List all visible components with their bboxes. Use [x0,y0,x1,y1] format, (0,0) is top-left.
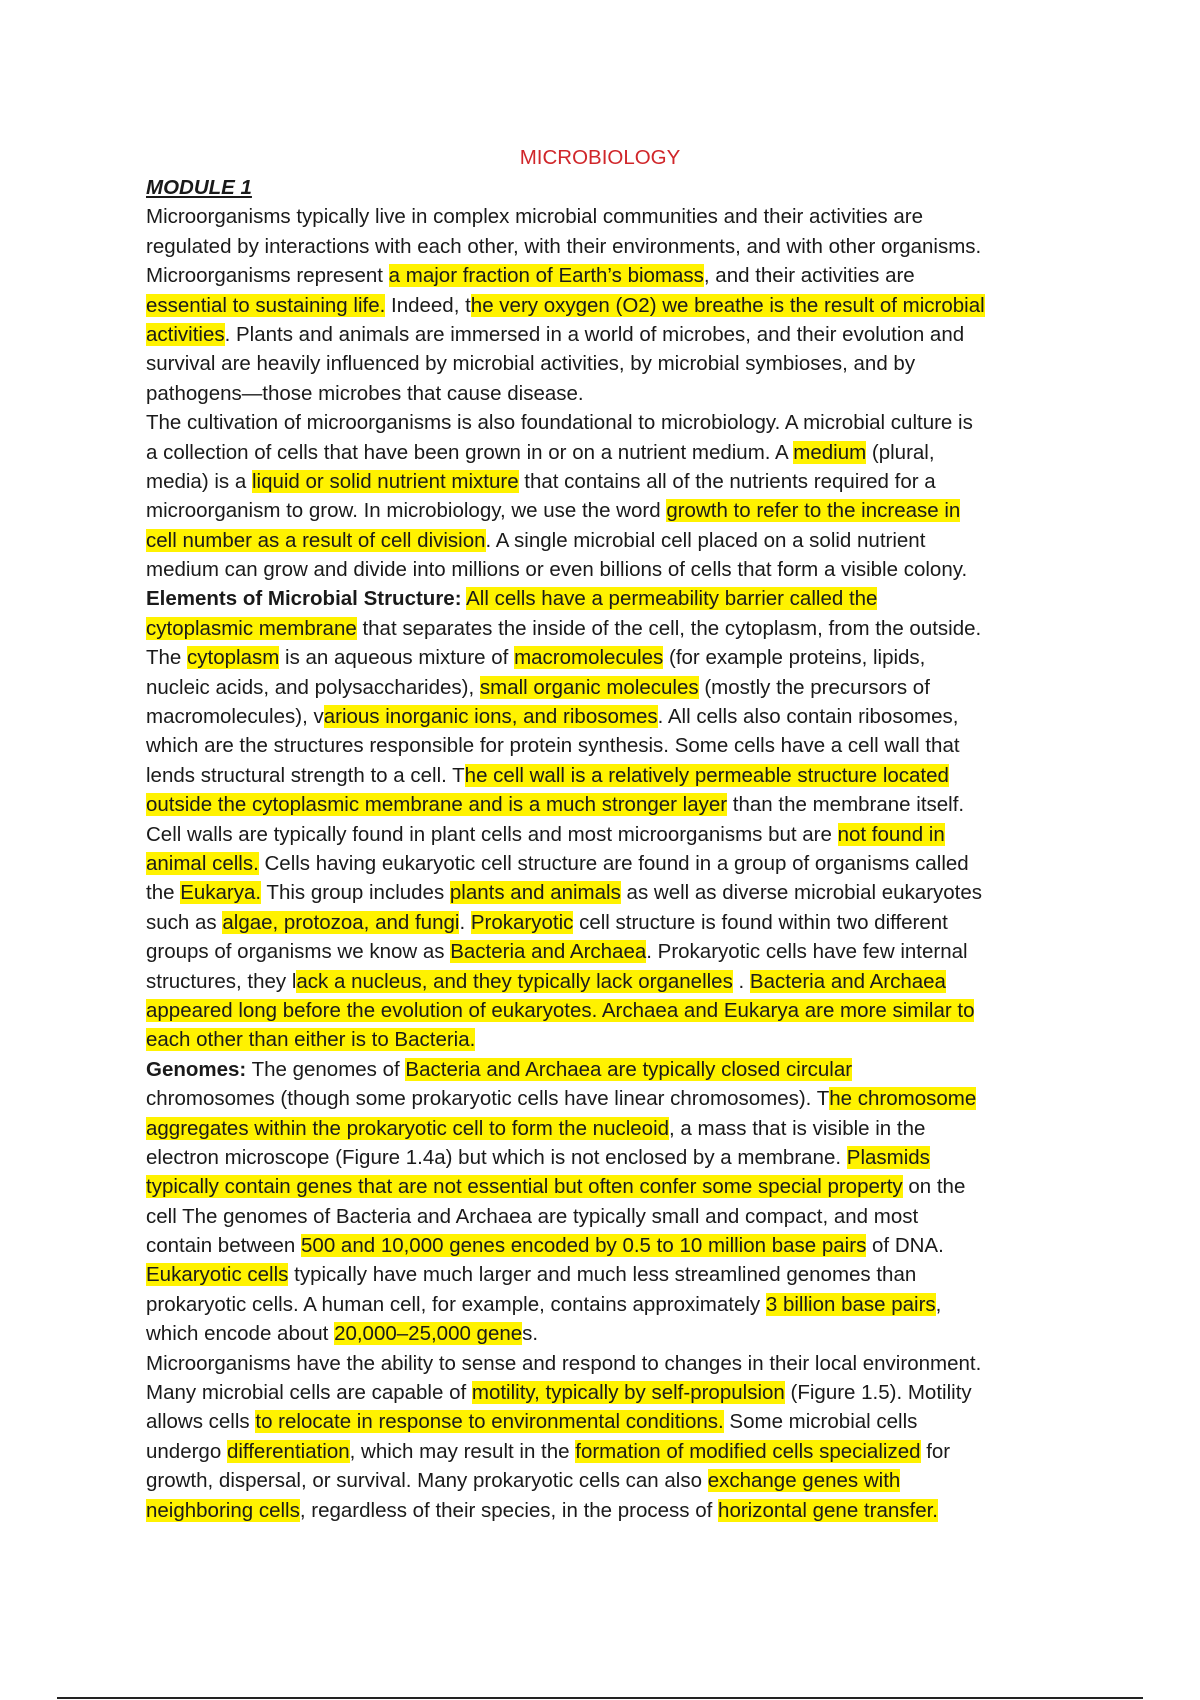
text-segment: s. [522,1322,539,1346]
highlighted-text: aggregates within the prokaryotic cell to form the nucleoid [146,1116,670,1140]
text-line [146,1084,1066,1113]
text-segment: The genomes of [246,1057,406,1081]
text-line [146,584,1066,613]
text-segment: for [920,1439,951,1463]
text-segment: medium can grow and divide into millions or even billions of cells that form a visible colony. [146,558,968,582]
footer-rule [57,1697,1143,1699]
text-segment: Cells having eukaryotic cell structure are found in a group of organisms called [258,851,969,875]
text-segment: , a mass that is visible in the [669,1116,926,1140]
highlighted-text: outside the cytoplasmic membrane and is a much stronger layer [146,793,728,817]
text-segment: (Figure 1.5). Motility [784,1381,972,1405]
text-line [146,1378,1066,1407]
text-line [146,820,1066,849]
highlighted-text: he chromosome [829,1087,977,1111]
text-line [146,673,1066,702]
text-line [146,467,1066,496]
text-segment: , regardless of their species, in the process of [299,1498,719,1522]
text-line [146,1143,1066,1172]
highlighted-text: each other than either is to Bacteria. [146,1028,476,1052]
text-line [146,996,1066,1025]
text-segment: (for example proteins, lipids, [663,646,926,670]
text-segment: as well as diverse microbial eukaryotes [620,881,983,905]
text-line [146,1260,1066,1289]
text-segment: Microorganisms typically live in complex microbial communities and their activities are [146,205,923,229]
text-segment: prokaryotic cells. A human cell, for example, contains approximately [146,1292,766,1316]
highlighted-text: exchange genes with [707,1469,901,1493]
text-line [146,1349,1066,1378]
text-line [146,1407,1066,1436]
text-segment: than the membrane itself. [727,793,965,817]
text-segment: growth, dispersal, or survival. Many prokaryotic cells can also [146,1469,708,1493]
highlighted-text: not found in [837,822,945,846]
highlighted-text: Bacteria and Archaea [450,940,647,964]
highlighted-text: cytoplasmic membrane [146,616,357,640]
text-line [146,1025,1066,1054]
text-line [146,320,1066,349]
text-line [146,1290,1066,1319]
module-heading-line [146,173,1066,202]
highlighted-text: cytoplasm [187,646,280,670]
text-line [146,937,1066,966]
text-line [146,496,1066,525]
text-line [146,878,1066,907]
text-segment: The [146,646,188,670]
highlighted-text: ack a nucleus, and they typically lack organelles [296,969,733,993]
text-segment: allows cells [146,1410,256,1434]
highlighted-text: motility, typically by self-propulsion [471,1381,785,1405]
text-segment: undergo [146,1439,227,1463]
text-line [146,232,1066,261]
text-segment: . [459,910,471,934]
text-segment: Many microbial cells are capable of [146,1381,472,1405]
text-segment: Microorganisms represent [146,264,389,288]
text-segment: Some microbial cells [723,1410,918,1434]
text-segment: Indeed, t [385,293,471,317]
text-segment: survival are heavily influenced by microbial activities, by microbial symbioses, and by [146,352,916,376]
text-line [146,1055,1066,1084]
highlighted-text: activities [146,322,225,346]
text-segment: of DNA. [866,1234,944,1258]
text-segment: regulated by interactions with each other, with their environments, and with other organisms. [146,234,982,258]
text-line [146,1319,1066,1348]
section-heading: Elements of Microbial Structure: [146,587,462,611]
text-segment: . A single microbial cell placed on a solid nutrient [485,528,926,552]
highlighted-text: macromolecules [514,646,664,670]
text-segment: electron microscope (Figure 1.4a) but which is not enclosed by a membrane. [146,1145,847,1169]
highlighted-text: Prokaryotic [470,910,574,934]
text-line [146,1466,1066,1495]
text-segment: is an aqueous mixture of [279,646,515,670]
highlighted-text: essential to sustaining life. [146,293,386,317]
text-line [146,379,1066,408]
highlighted-text: a major fraction of Earth’s biomass [388,264,704,288]
text-line [146,438,1066,467]
highlighted-text: growth to refer to the increase in [666,499,961,523]
highlighted-text: liquid or solid nutrient mixture [251,469,519,493]
text-segment: . Prokaryotic cells have few internal [646,940,968,964]
text-line [146,614,1066,643]
text-line [146,1496,1066,1525]
text-line [146,291,1066,320]
highlighted-text: algae, protozoa, and fungi [222,910,460,934]
text-line [146,790,1066,819]
text-segment: Microorganisms have the ability to sense and respond to changes in their local environment. [146,1351,982,1375]
text-segment: the [146,881,181,905]
text-segment: The cultivation of microorganisms is also foundational to microbiology. A microbial culture is [146,411,973,435]
highlighted-text: differentiation [226,1439,350,1463]
text-line [146,1114,1066,1143]
text-line [146,1172,1066,1201]
text-segment: which are the structures responsible for protein synthesis. Some cells have a cell wall that [146,734,960,758]
text-line [146,526,1066,555]
text-segment: on the [902,1175,966,1199]
text-segment: cell structure is found within two different [573,910,948,934]
highlighted-text: 3 billion base pairs [765,1292,936,1316]
highlighted-text: cell number as a result of cell division [146,528,486,552]
highlighted-text: Plasmids [846,1145,930,1169]
text-segment: structures, they l [146,969,297,993]
text-segment: typically have much larger and much less streamlined genomes than [288,1263,917,1287]
text-line [146,731,1066,760]
text-line [146,967,1066,996]
highlighted-text: typically contain genes that are not essential but often confer some special property [146,1175,903,1199]
text-line [146,408,1066,437]
text-segment: , which may result in the [349,1439,576,1463]
text-line [146,761,1066,790]
highlighted-text: plants and animals [449,881,621,905]
text-segment: a collection of cells that have been grown in or on a nutrient medium. A [146,440,794,464]
text-line [146,702,1066,731]
text-segment: , and their activities are [703,264,915,288]
text-segment: This group includes [261,881,450,905]
text-line [146,849,1066,878]
highlighted-text: arious inorganic ions, and ribosomes [323,705,658,729]
text-segment: microorganism to grow. In microbiology, we use the word [146,499,667,523]
section-heading: Genomes: [146,1057,247,1081]
highlighted-text: small organic molecules [479,675,699,699]
highlighted-text: neighboring cells [146,1498,300,1522]
text-line [146,349,1066,378]
text-segment: , [935,1292,942,1316]
highlighted-text: 20,000–25,000 gene [334,1322,523,1346]
text-segment: media) is a [146,469,252,493]
highlighted-text: All cells have a permeability barrier called the [466,587,878,611]
text-segment: contain between [146,1234,302,1258]
text-line [146,202,1066,231]
text-segment: macromolecules), v [146,705,324,729]
highlighted-text: Eukarya. [180,881,262,905]
highlighted-text: 500 and 10,000 genes encoded by 0.5 to 10 million base pairs [301,1234,867,1258]
highlighted-text: horizontal gene transfer. [718,1498,938,1522]
highlighted-text: Eukaryotic cells [146,1263,289,1287]
highlighted-text: he very oxygen (O2) we breathe is the result of microbial [470,293,985,317]
highlighted-text: to relocate in response to environmental conditions. [255,1410,724,1434]
text-segment: . [732,969,750,993]
text-segment: that separates the inside of the cell, the cytoplasm, from the outside. [356,616,982,640]
text-line [146,1231,1066,1260]
text-segment: cell The genomes of Bacteria and Archaea are typically small and compact, and most [146,1204,919,1228]
text-line [146,261,1066,290]
text-segment: pathogens—those microbes that cause disease. [146,381,584,405]
page-title: MICROBIOLOGY [519,146,681,169]
text-segment: such as [146,910,223,934]
text-segment: chromosomes (though some prokaryotic cells have linear chromosomes). T [146,1087,830,1111]
text-segment: . All cells also contain ribosomes, [657,705,959,729]
document-body [146,173,1066,1525]
text-line [146,1437,1066,1466]
text-segment: . Plants and animals are immersed in a world of microbes, and their evolution and [224,322,965,346]
highlighted-text: Bacteria and Archaea [749,969,946,993]
text-segment: Cell walls are typically found in plant cells and most microorganisms but are [146,822,838,846]
text-line [146,908,1066,937]
text-line [146,555,1066,584]
highlighted-text: he cell wall is a relatively permeable structure located [464,763,949,787]
text-segment: which encode about [146,1322,335,1346]
text-segment: that contains all of the nutrients required for a [518,469,936,493]
text-line [146,1202,1066,1231]
highlighted-text: Bacteria and Archaea are typically closed circular [405,1057,853,1081]
highlighted-text: animal cells. [146,851,259,875]
text-segment: (plural, [866,440,935,464]
text-segment: groups of organisms we know as [146,940,451,964]
highlighted-text: appeared long before the evolution of eukaryotes. Archaea and Eukarya are more similar to [146,998,975,1022]
text-segment: lends structural strength to a cell. T [146,763,465,787]
highlighted-text: formation of modified cells specialized [575,1439,921,1463]
text-line [146,643,1066,672]
highlighted-text: medium [793,440,867,464]
text-segment: (mostly the precursors of [698,675,930,699]
module-heading: MODULE 1 [146,176,252,199]
text-segment: nucleic acids, and polysaccharides), [146,675,480,699]
